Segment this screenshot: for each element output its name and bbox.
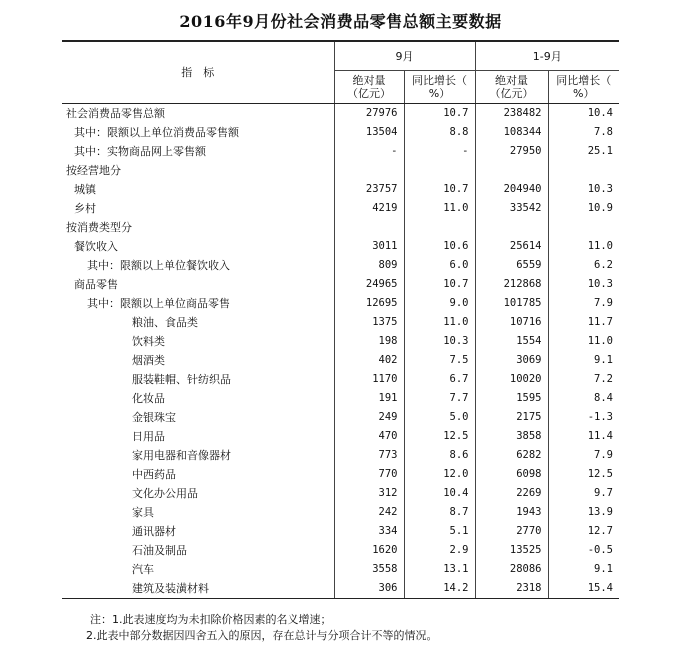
table-row [62,503,619,522]
note-1: 注：1.此表速度均为未扣除价格因素的名义增速； [90,613,332,626]
cell-abs-ytd: 2269 [475,484,548,503]
cell-growth-ytd: 15.4 [548,579,619,599]
cell-growth-month: 6.7 [404,370,475,389]
table-row [62,275,619,294]
row-label: 金银珠宝 [132,411,176,424]
abs-header-1: 绝对量 （亿元） [334,71,404,104]
cell-growth-month: 12.5 [404,427,475,446]
cell-abs-ytd: 28086 [475,560,548,579]
table-row [62,541,619,560]
cell-abs-month: 198 [334,332,404,351]
cell-growth-month: 2.9 [404,541,475,560]
cell-growth-ytd: 10.4 [548,104,619,124]
cell-growth-month: 13.1 [404,560,475,579]
cell-growth-month: 10.7 [404,180,475,199]
cell-abs-month: 3558 [334,560,404,579]
cell-abs-ytd: 204940 [475,180,548,199]
row-label: 服装鞋帽、针纺织品 [132,373,231,386]
cell-abs-month: 3011 [334,237,404,256]
table-row [62,408,619,427]
row-label: 烟酒类 [132,354,165,367]
cell-growth-ytd [548,161,619,180]
table-row [62,446,619,465]
row-label: 城镇 [74,183,96,196]
cell-abs-ytd: 3858 [475,427,548,446]
cell-growth-month: 10.7 [404,104,475,124]
cell-growth-month: 8.6 [404,446,475,465]
cell-growth-ytd: 9.1 [548,560,619,579]
page-title: 2016年9月份社会消费品零售总额主要数据 [179,12,502,31]
row-label: 社会消费品零售总额 [66,107,165,120]
cell-growth-ytd: 10.3 [548,275,619,294]
cell-abs-ytd: 101785 [475,294,548,313]
cell-growth-month: 7.5 [404,351,475,370]
cell-growth-ytd: 13.9 [548,503,619,522]
abs-header-2: 绝对量 （亿元） [475,71,548,104]
row-label: 其中：限额以上单位餐饮收入 [87,259,230,272]
cell-growth-ytd: 7.9 [548,294,619,313]
cell-growth-month: 10.6 [404,237,475,256]
cell-abs-ytd: 33542 [475,199,548,218]
cell-growth-month [404,218,475,237]
table-row [62,313,619,332]
cell-abs-ytd: 10020 [475,370,548,389]
data-table [62,40,619,599]
cell-abs-month: 1375 [334,313,404,332]
cell-growth-month: 10.3 [404,332,475,351]
row-label: 粮油、食品类 [132,316,198,329]
row-label: 通讯器材 [132,525,176,538]
cell-growth-month: 7.7 [404,389,475,408]
cell-abs-month: 12695 [334,294,404,313]
row-label: 商品零售 [74,278,118,291]
cell-abs-ytd: 3069 [475,351,548,370]
cell-abs-month [334,161,404,180]
row-label: 文化办公用品 [132,487,198,500]
cell-abs-month: 809 [334,256,404,275]
cell-abs-month: 13504 [334,123,404,142]
table-row [62,161,619,180]
cell-abs-ytd: 13525 [475,541,548,560]
table-row [62,427,619,446]
table-row [62,237,619,256]
cell-growth-month: 14.2 [404,579,475,599]
cell-abs-ytd: 6282 [475,446,548,465]
growth-header-2: 同比增长（ %） [548,71,619,104]
table-body [62,104,619,599]
table-row [62,218,619,237]
indicator-header: 指 标 [62,41,334,104]
cell-growth-ytd: 6.2 [548,256,619,275]
cell-abs-ytd: 6559 [475,256,548,275]
note-2: 2.此表中部分数据因四舍五入的原因，存在总计与分项合计不等的情况。 [86,629,438,642]
table-row [62,180,619,199]
cell-growth-ytd: 7.9 [548,446,619,465]
table-row [62,465,619,484]
cell-abs-ytd [475,218,548,237]
cell-abs-month: 23757 [334,180,404,199]
row-label: 石油及制品 [132,544,187,557]
cell-abs-ytd: 1943 [475,503,548,522]
cell-growth-month: 8.8 [404,123,475,142]
row-label: 中西药品 [132,468,176,481]
row-label: 汽车 [132,563,154,576]
cell-growth-ytd: -0.5 [548,541,619,560]
cell-abs-ytd: 108344 [475,123,548,142]
row-label: 按消费类型分 [66,221,132,234]
cell-abs-month: 770 [334,465,404,484]
table-row [62,522,619,541]
cell-growth-month: 9.0 [404,294,475,313]
row-label: 化妆品 [132,392,165,405]
cell-abs-month: 24965 [334,275,404,294]
cell-abs-month: - [334,142,404,161]
cell-abs-month: 312 [334,484,404,503]
table-row [62,560,619,579]
notes [86,612,438,644]
table-row [62,294,619,313]
cell-abs-month: 1170 [334,370,404,389]
cell-abs-ytd: 2318 [475,579,548,599]
cell-abs-month: 1620 [334,541,404,560]
table-row [62,484,619,503]
row-label: 其中：限额以上单位消费品零售额 [74,126,239,139]
cell-growth-month: 11.0 [404,199,475,218]
cell-abs-month: 773 [334,446,404,465]
cell-abs-month: 242 [334,503,404,522]
cell-growth-ytd: 9.1 [548,351,619,370]
cell-growth-ytd [548,218,619,237]
cell-abs-ytd: 238482 [475,104,548,124]
cell-growth-month: - [404,142,475,161]
cell-growth-month: 11.0 [404,313,475,332]
period-header-ytd: 1-9月 [475,41,619,71]
cell-abs-month: 470 [334,427,404,446]
table-row [62,199,619,218]
cell-abs-ytd [475,161,548,180]
table-row [62,579,619,599]
cell-growth-month: 10.4 [404,484,475,503]
table-row [62,104,619,124]
cell-growth-ytd: 11.0 [548,332,619,351]
row-label: 按经营地分 [66,164,121,177]
table-row [62,370,619,389]
cell-growth-ytd: 25.1 [548,142,619,161]
cell-abs-ytd: 212868 [475,275,548,294]
cell-growth-month: 5.1 [404,522,475,541]
cell-growth-month: 10.7 [404,275,475,294]
cell-growth-ytd: 11.7 [548,313,619,332]
cell-abs-month: 191 [334,389,404,408]
cell-abs-ytd: 1554 [475,332,548,351]
row-label: 其中：限额以上单位商品零售 [87,297,230,310]
cell-abs-ytd: 25614 [475,237,548,256]
row-label: 家用电器和音像器材 [132,449,231,462]
cell-growth-month [404,161,475,180]
cell-growth-ytd: 10.9 [548,199,619,218]
table-row [62,256,619,275]
cell-abs-month: 27976 [334,104,404,124]
cell-abs-ytd: 2175 [475,408,548,427]
cell-growth-ytd: 11.0 [548,237,619,256]
cell-abs-month: 402 [334,351,404,370]
cell-abs-ytd: 1595 [475,389,548,408]
cell-growth-month: 8.7 [404,503,475,522]
cell-abs-month: 4219 [334,199,404,218]
row-label: 饮料类 [132,335,165,348]
row-label: 家具 [132,506,154,519]
row-label: 其中：实物商品网上零售额 [74,145,206,158]
cell-growth-month: 12.0 [404,465,475,484]
cell-growth-month: 5.0 [404,408,475,427]
table-row [62,389,619,408]
cell-abs-month: 306 [334,579,404,599]
cell-growth-ytd: 8.4 [548,389,619,408]
cell-growth-ytd: 12.7 [548,522,619,541]
table-row [62,123,619,142]
cell-abs-ytd: 6098 [475,465,548,484]
cell-growth-ytd: 9.7 [548,484,619,503]
cell-growth-ytd: 7.2 [548,370,619,389]
row-label: 建筑及装潢材料 [62,579,334,599]
cell-growth-ytd: 11.4 [548,427,619,446]
cell-abs-ytd: 27950 [475,142,548,161]
cell-growth-ytd: 7.8 [548,123,619,142]
cell-growth-ytd: 12.5 [548,465,619,484]
table-row [62,351,619,370]
cell-abs-month: 249 [334,408,404,427]
cell-growth-ytd: -1.3 [548,408,619,427]
cell-growth-month: 6.0 [404,256,475,275]
cell-abs-month [334,218,404,237]
cell-growth-ytd: 10.3 [548,180,619,199]
period-header-sep: 9月 [334,41,475,71]
table-row [62,332,619,351]
table-row [62,142,619,161]
cell-abs-ytd: 2770 [475,522,548,541]
cell-abs-month: 334 [334,522,404,541]
row-label: 餐饮收入 [74,240,118,253]
growth-header-1: 同比增长（ %） [404,71,475,104]
row-label: 日用品 [132,430,165,443]
row-label: 乡村 [74,202,96,215]
cell-abs-ytd: 10716 [475,313,548,332]
